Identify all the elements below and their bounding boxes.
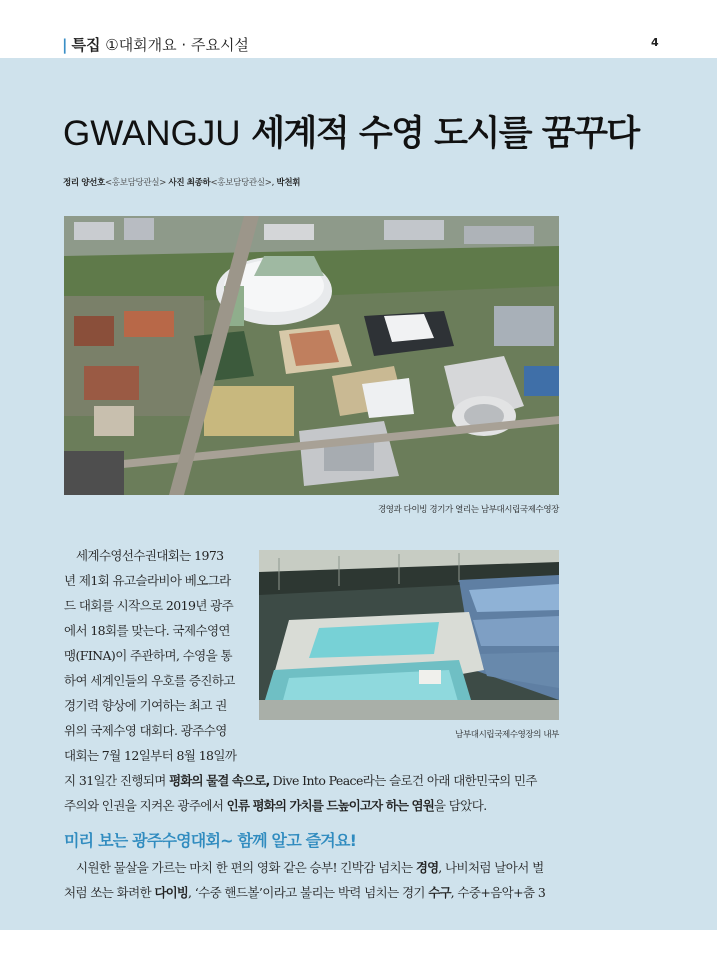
article-credits	[63, 176, 300, 188]
credit-writer-dept: <홍보담당관실>	[104, 178, 167, 188]
body-text-run: Dive Into Peace라는 슬로건 아래 대한민국의 민주	[269, 773, 537, 788]
credit-write-label: 정리	[63, 178, 79, 188]
section-bar: |	[62, 36, 68, 54]
aerial-photo-illustration	[64, 216, 559, 495]
aerial-photo	[64, 216, 559, 495]
body-line: 년 제1회 유고슬라비아 베오그라	[64, 573, 231, 588]
pool-photo-illustration	[259, 550, 559, 720]
credit-photographer2: 박천휘	[276, 178, 301, 188]
pool-photo	[259, 550, 559, 720]
page-number: 4	[651, 36, 659, 49]
title-english: GWANGJU	[63, 114, 241, 153]
body-line: 경기력 향상에 기여하는 최고 권	[64, 698, 227, 713]
body-emphasis: 경영	[415, 860, 439, 875]
body-line: 맹(FINA)이 주관하며, 수영을 통	[64, 648, 232, 663]
title-korean: 세계적 수영 도시를 꿈꾸다	[251, 114, 639, 154]
body-line: 세계수영선수권대회는 1973	[76, 548, 224, 563]
body-line: 위의 국제수영 대회다. 광주수영	[64, 723, 227, 738]
page-header	[0, 0, 717, 58]
body-line	[64, 769, 560, 793]
body-emphasis: 인류 평화의 가치를 드높이고자 하는 염원	[226, 798, 434, 813]
credit-photographer1: 최종하	[186, 178, 211, 188]
section-heading: 미리 보는 광주수영대회~ 함께 알고 즐겨요!	[64, 831, 357, 850]
section-subtitle: ①대회개요 · 주요시설	[105, 36, 249, 54]
credit-photographer1-dept: <홍보담당관실>	[210, 178, 272, 188]
body-text-run: , ‘수중 핸드볼’이라고 불리는 박력 넘치는 경기	[187, 885, 429, 900]
body-text-run: 을 담았다.	[433, 798, 487, 813]
article-title	[63, 112, 639, 156]
section-title: 특집	[71, 36, 101, 54]
body-line	[64, 794, 560, 818]
body-line: 대회는 7월 12일부터 8월 18일까	[64, 748, 237, 763]
body-line: 에서 18회를 맞는다. 국제수영연	[64, 623, 230, 638]
pool-photo-caption: 남부대시립국제수영장의 내부	[455, 730, 559, 740]
credit-writer: 양선호	[81, 178, 105, 188]
body-text-run: 주의와 인권을 지켜온 광주에서	[64, 798, 227, 813]
credit-separator: ,	[271, 178, 274, 188]
body-text-run: 처럼 쏘는 화려한	[64, 885, 155, 900]
body-text-run: , 나비처럼 날아서 벌	[438, 860, 544, 875]
body-line	[64, 856, 560, 880]
body-text-run: 지 31일간 진행되며	[64, 773, 170, 788]
body-text-run: 시원한 물살을 가르는 마치 한 편의 영화 같은 승부! 긴박감 넘치는	[76, 860, 416, 875]
body-line: 하여 세계인들의 우호를 증진하고	[64, 673, 235, 688]
aerial-photo-caption: 경영과 다이빙 경기가 열리는 남부대시립국제수영장	[377, 505, 559, 515]
body-line	[64, 881, 560, 905]
body-emphasis: 평화의 물결 속으로,	[169, 773, 270, 788]
body-emphasis: 다이빙	[154, 885, 188, 900]
credit-photo-label: 사진	[168, 178, 185, 188]
body-line: 드 대회를 시작으로 2019년 광주	[64, 598, 234, 613]
body-text-run: , 수중+음악+춤 3	[450, 885, 546, 900]
section-label	[62, 34, 249, 55]
body-emphasis: 수구	[428, 885, 451, 900]
